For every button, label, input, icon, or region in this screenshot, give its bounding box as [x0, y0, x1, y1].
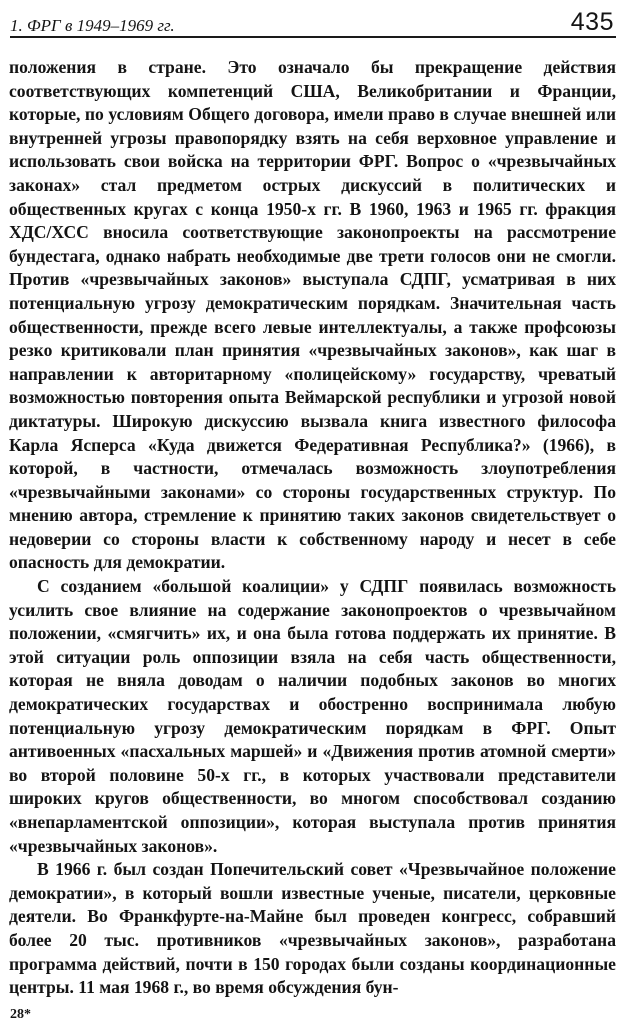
paragraph-continued: положения в стране. Это означало бы прекращение действия соответствующих компетенций США, Великобритании и Франции, которые, по условиям Общего договора, имели право в случае внешней или внутренней угрозы правопорядку взять на себя верховное управление и использовать свои войска на территории ФРГ. Вопрос о «чрезвычайных законах» стал предметом острых дискуссий в политических и общественных кругах с конца 1950-х гг. В 1960, 1963 и 1965 гг. фракция ХДС/ХСС вносила соответствующие законопроекты на рассмотрение бундестага, однако набрать необходимые две трети голосов они не смогли. Против «чрезвычайных законов» выступала СДПГ, усматривая в них потенциальную угрозу демократическим порядкам. Значительная часть общественности, прежде всего левые интеллектуалы, а также профсоюзы резко критиковали план принятия «чрезвычайных законов», как шаг в направлении к авторитарному «полицейскому» государству, чреватый возможностью повторения опыта Веймарской республики и угрозой новой диктатуры. Широкую дискуссию вызвала книга известного философа Карла Ясперса «Куда движется Федеративная Республика?» (1966), в которой, в частности, отмечалась возможность злоупотребления «чрезвычайными законами» со стороны государственных структур. По мнению автора, стремление к принятию таких законов свидетельствует о недоверии со стороны власти к собственному народу и несет в себе опасность для демократии. [9, 57, 616, 573]
printer-signature-mark: 28* [10, 1007, 31, 1022]
page-number: 435 [570, 8, 614, 36]
section-title: 1. ФРГ в 1949–1969 гг. [10, 16, 175, 35]
running-head [10, 8, 616, 38]
paragraph-board-of-trustees: В 1966 г. был создан Попечительский совет «Чрезвычайное положение демократии», в который вошли известные ученые, писатели, церковные деятели. Во Франкфурте-на-Майне был проведен конгресс, собравший более 20 тыс. противников «чрезвычайных законов», разработана программа действий, почти в 150 городах были созданы координационные центры. 11 мая 1968 г., во время обсуждения бун- [9, 859, 616, 998]
body-text [9, 56, 616, 1000]
paragraph-grand-coalition: С созданием «большой коалиции» у СДПГ появилась возможность усилить свое влияние на содержание законопроектов о чрезвычайном положении, «смягчить» их, и она была готова поддержать их принятие. В этой ситуации роль оппозиции взяла на себя часть общественности, которая не вняла доводам о наличии подобных законов во многих демократических государствах и обостренно воспринимала любую потенциальную угрозу демократическим порядкам в ФРГ. Опыт антивоенных «пасхальных маршей» и «Движения против атомной смерти» во второй половине 50-х гг., в которых участвовали представители широких кругов общественности, во многом способствовал созданию «внепарламентской оппозиции», которая выступала против принятия «чрезвычайных законов». [9, 576, 616, 856]
